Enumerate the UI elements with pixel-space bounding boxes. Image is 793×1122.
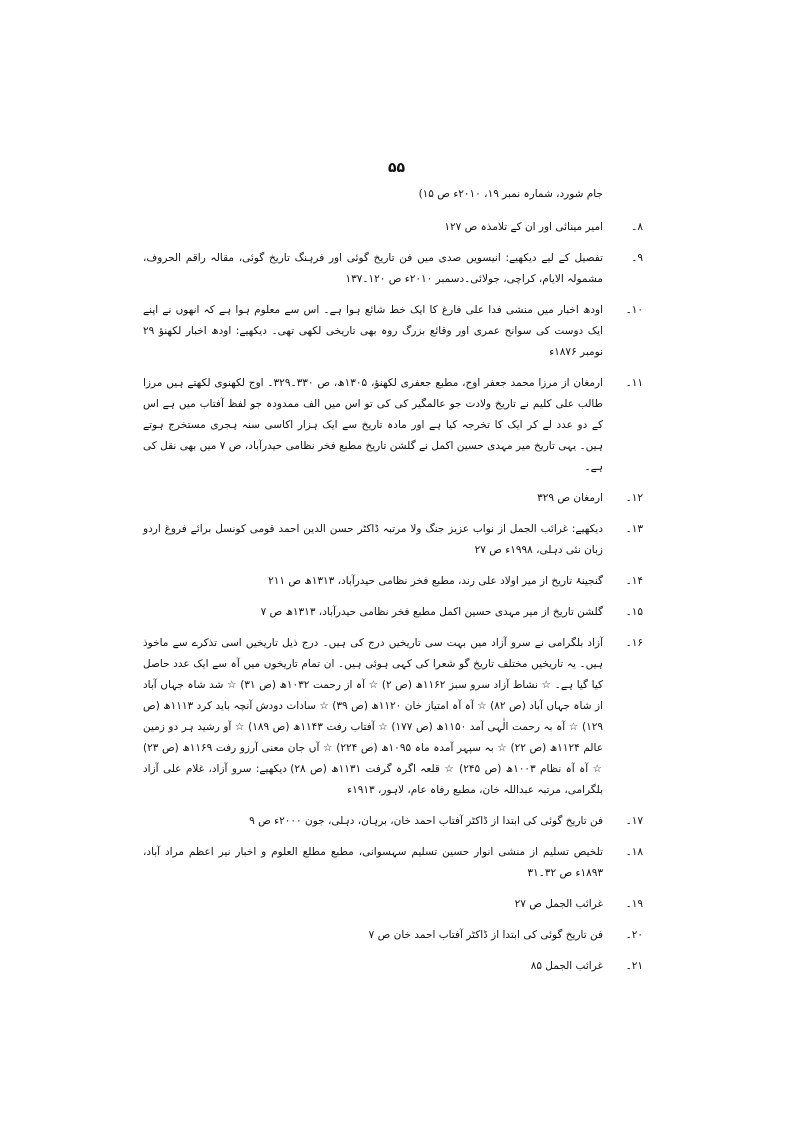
note-item [143, 925, 643, 946]
note-text: تلخیص تسلیم از منشی انوار حسین تسلیم سہسوانی، مطبع مطلع العلوم و اخبار نیر اعظم مراد آباد، ۱۸۹۳ء ص ۳۲۔۳۱ [143, 846, 603, 879]
note-number: ۱۸۔ [625, 846, 643, 858]
note-text: گنجینۂ تاریخ از میر اولاد علی رند، مطبع فخر نظامی حیدرآباد، ۱۳۱۳ھ ص ۲۱۱ [268, 575, 603, 587]
note-number: ۱۰۔ [625, 304, 643, 316]
note-text: گلشن تاریخ از میر مہدی حسین اکمل مطبع فخر نظامی حیدرآباد، ۱۳۱۳ھ ص ۷ [260, 606, 603, 618]
note-number: ۱۷۔ [625, 815, 643, 827]
note-number: ۹۔ [631, 252, 643, 264]
note-item [143, 602, 643, 623]
note-text: فن تاریخ گوئی کی ابتدا از ڈاکٹر آفتاب احمد خان ص ۷ [368, 929, 603, 941]
note-number: ۱۳۔ [625, 523, 643, 535]
note-number: ۱۵۔ [625, 606, 643, 618]
note-number: ۱۲۔ [625, 492, 643, 504]
note-number: ۱۹۔ [625, 898, 643, 910]
note-text: امیر مینائی اور ان کے تلامذہ ص ۱۲۷ [444, 221, 603, 233]
note-continuation [143, 184, 643, 205]
note-number: ۱۶۔ [625, 637, 643, 649]
note-item [143, 811, 643, 832]
note-item [143, 894, 643, 915]
note-text: غرائب الجمل ۸۵ [530, 960, 603, 972]
note-text: آزاد بلگرامی نے سرو آزاد میں بہت سی تاریخیں درج کی ہیں۔ درج ذیل تاریخیں اسی تذکرے سے ماخوذ ہیں۔ یہ تاریخیں مختلف تاریخ گو شعرا کی کہی ہوئی ہیں۔ ان تمام تاریخوں میں آہ سے ایک عدد حاصل کیا گیا ہے۔ ☆ نشاط آزاد سرو سبز ۱۱۶۲ھ (ص ۲) ☆ آہ از رحمت ۱۰۳۲ھ (ص ۳۱) ☆ شد شاہ جہاں آباد از شاہ جہاں آباد (ص ۸۲) ☆ آہ آہ امتیاز خان ۱۱۲۰ھ (ص ۳۹) ☆ سادات دودش آنچہ باید کرد ۱۱۱۳ھ (ص ۱۲۹) ☆ آہ بہ رحمت الٰہی آمد ۱۱۵۰ھ (ص ۱۷۷) ☆ آفتاب رفت ۱۱۴۳ھ (ص ۱۸۹) ☆ آو رشید ہر دو زمین عالم ۱۱۲۴ھ (ص ۲۲) ☆ بہ سپہر آمدہ ماہ ۱۰۹۵ھ (ص ۲۲۴) ☆ آں جان معنی آرزو رفت ۱۱۶۹ھ (ص ۲۳) ☆ آہ آہ نظام ۱۰۰۳ھ (ص ۲۴۵) ☆ قلعہ اگرہ گرفت ۱۱۳۱ھ (ص ۲۸) دیکھیے: سرو آزاد، غلام علی آزاد بلگرامی، مرتبہ عبداللہ خان، مطبع رفاہ عام، لاہور، ۱۹۱۳ء [143, 637, 603, 796]
note-item [143, 248, 643, 290]
note-item [143, 300, 643, 363]
note-text: ارمغان از مرزا محمد جعفر اوج، مطبع جعفری لکھنؤ، ۱۳۰۵ھ، ص ۳۳۰۔۳۲۹۔ اوج لکھنوی لکھتے ہیں مرزا طالب علی کلیم نے تاریخ ولادت جو عالمگیر کی کی تو اس میں الف ممدودہ جو لفظ آفتاب میں ہے اس کے دو عدد لے کر ایک کا تخرجہ کیا ہے اور مادہ تاریخ سے ایک ہزار اکاسی سنہ ہجری مستخرج ہوتے ہیں۔ یہی تاریخ میر مہدی حسین اکمل نے گلشن تاریخ مطبع فخر نظامی حیدرآباد، ص ۷ میں بھی نقل کی ہے۔ [143, 377, 604, 473]
note-item [143, 373, 643, 478]
note-item [143, 633, 643, 801]
note-number: ۱۱۔ [625, 377, 643, 389]
endnotes-list [143, 184, 643, 987]
note-text: جام شورد، شمارہ نمبر ۱۹، ۲۰۱۰ء ص ۱۵) [418, 188, 603, 200]
note-number: ۲۱۔ [625, 960, 643, 972]
note-number: ۱۴۔ [625, 575, 643, 587]
note-item [143, 217, 643, 238]
note-text: دیکھیے: غرائب الجمل از نواب عزیز جنگ ولا مرتبہ ڈاکٹر حسن الدین احمد قومی کونسل برائے فروغ اردو زبان نئی دہلی، ۱۹۹۸ء ص ۲۷ [143, 523, 603, 556]
note-text: تفصیل کے لیے دیکھیے: انیسویں صدی میں فن تاریخ گوئی اور فرہنگ تاریخ گوئی، مقالہ راقم الحروف، مشمولہ الایام، کراچی، جولائی۔دسمبر ۲۰۱۰ء ص ۱۲۰۔۱۳۷ [143, 252, 603, 285]
note-text: غرائب الجمل ص ۲۷ [514, 898, 603, 910]
note-item [143, 519, 643, 561]
note-item [143, 488, 643, 509]
note-item [143, 842, 643, 884]
page-number: ۵۵ [387, 160, 406, 176]
note-number: ۲۰۔ [625, 929, 643, 941]
note-text: فن تاریخ گوئی کی ابتدا از ڈاکٹر آفتاب احمد خان، برہان، دہلی، جون ۲۰۰۰ء ص ۹ [249, 815, 603, 827]
note-item [143, 571, 643, 592]
note-number: ۸۔ [631, 221, 643, 233]
note-text: ارمغان ص ۳۲۹ [537, 492, 603, 504]
note-text: اودھ اخبار میں منشی فدا علی فارغ کا ایک خط شائع ہوا ہے۔ اس سے معلوم ہوا ہے کہ انھوں نے اپنے ایک دوست کی سوانح عمری اور وقائع بزرگ روہ بھی تاریخی لکھی تھی۔ دیکھیے: اودھ اخبار لکھنؤ ۲۹ نومبر ۱۸۷۶ء [143, 304, 603, 358]
note-item [143, 956, 643, 977]
